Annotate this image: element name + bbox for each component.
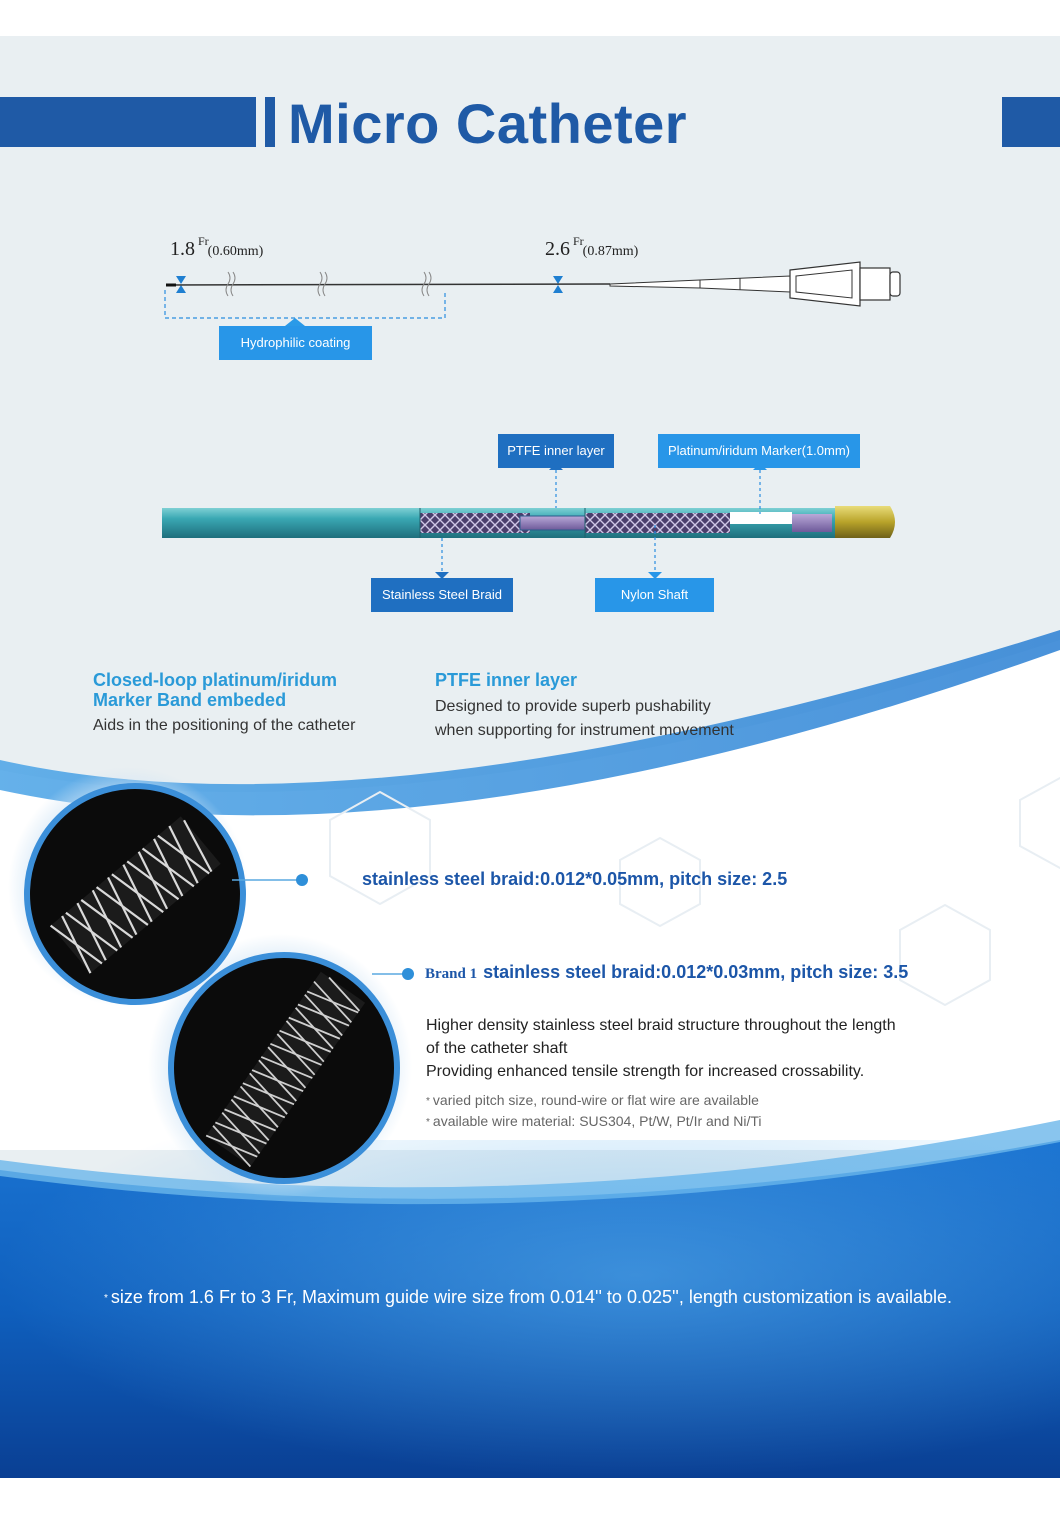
proximal-size: 2.6: [545, 238, 570, 260]
braid-spec-1: stainless steel braid:0.012*0.05mm, pitch size: 2.5: [362, 869, 788, 889]
footnote-bullet: *: [104, 1292, 108, 1304]
tip-size: 1.8: [170, 238, 195, 260]
note-bullet: *: [426, 1095, 430, 1107]
feature-ptfe-desc-line2: when supporting for instrument movement: [435, 722, 734, 739]
braid-note-2: * available wire material: SUS304, Pt/W, Pt/Ir and Ni/Ti: [426, 1113, 762, 1129]
feature-marker-desc: Aids in the positioning of the catheter: [93, 717, 356, 734]
braid-desc-line2: of the catheter shaft: [426, 1040, 568, 1057]
marker-band-tag: Platinum/iridum Marker(1.0mm): [658, 434, 860, 468]
note-bullet: *: [426, 1116, 430, 1128]
feature-ptfe-title: PTFE inner layer: [435, 670, 578, 690]
page-title: Micro Catheter: [288, 92, 688, 155]
proximal-unit: Fr: [573, 234, 584, 248]
braid-spec-2: stainless steel braid:0.012*0.03mm, pitch size: 3.5: [483, 962, 909, 982]
feature-marker-title-line1: Closed-loop platinum/iridum: [93, 670, 337, 690]
feature-ptfe-desc-line1: Designed to provide superb pushability: [435, 698, 711, 715]
tip-unit: Fr: [198, 234, 209, 248]
tip-mm: (0.60mm): [207, 244, 264, 259]
bottom-margin: [0, 1478, 1060, 1514]
ptfe-inner-layer-tag: PTFE inner layer: [498, 434, 614, 468]
nylon-shaft-tag: Nylon Shaft: [595, 578, 714, 612]
brand-label: Brand 1: [425, 966, 478, 982]
braid-desc-line1: Higher density stainless steel braid structure throughout the length: [426, 1017, 896, 1034]
hydrophilic-coating-tag: Hydrophilic coating: [219, 326, 372, 360]
feature-marker-title-line2: Marker Band embeded: [93, 690, 287, 710]
braid-note-1: * varied pitch size, round-wire or flat wire are available: [426, 1092, 759, 1108]
braid-desc-line3: Providing enhanced tensile strength for increased crossability.: [426, 1063, 865, 1080]
braid-spec-2-row: [425, 962, 908, 983]
stainless-steel-braid-tag: Stainless Steel Braid: [371, 578, 513, 612]
proximal-mm: (0.87mm): [582, 244, 639, 259]
size-footnote: * size from 1.6 Fr to 3 Fr, Maximum guide wire size from 0.014'' to 0.025'', length customization is available.: [104, 1287, 953, 1307]
